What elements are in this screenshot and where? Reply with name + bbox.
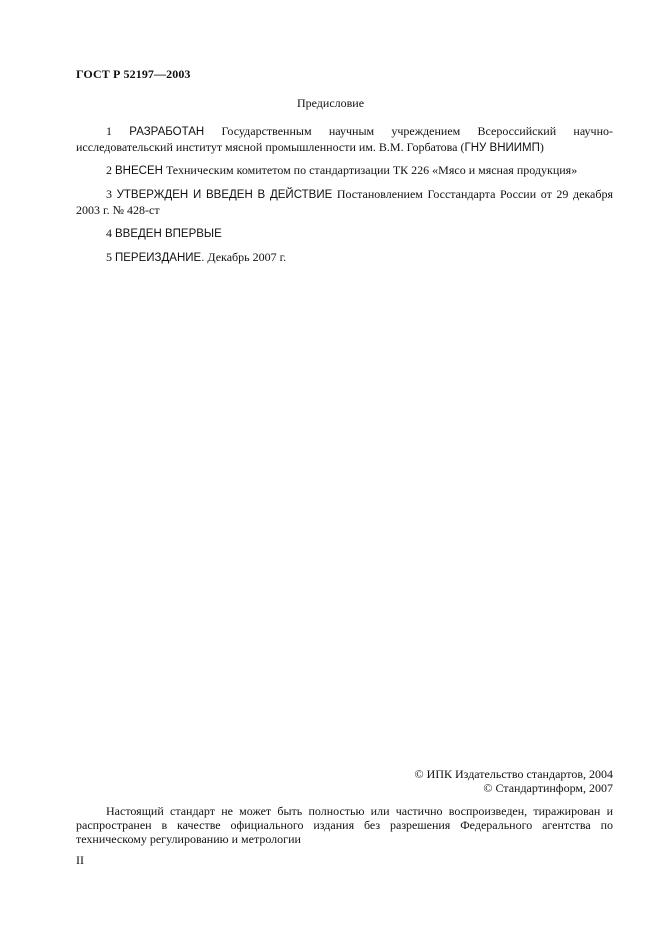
copyright-standartinform: © Стандартинформ, 2007 [483,781,613,795]
item-lead: УТВЕРЖДЕН И ВВЕДЕН В ДЕЙСТВИЕ [116,189,333,201]
preface-item-2 [76,163,613,179]
item-number: 3 [106,187,112,201]
preface-title: Предисловие [296,96,365,110]
item-number: 5 [106,250,112,264]
preface-item-5 [76,250,613,266]
item-text: Постановлением Госстандарта России от 29 декабря 2003 г. № 428-ст [76,187,613,217]
item-lead: РАЗРАБОТАН [129,126,205,138]
item-lead: ВНЕСЕН [115,165,163,177]
page-number: II [76,853,84,867]
reproduction-notice: Настоящий стандарт не может быть полностью или частично воспроизведен, тиражирован и распространен в качестве официального издания без разрешения Федерального агентства по техническому регулированию и метрологии [76,804,613,846]
standard-code-header: ГОСТ Р 52197—2003 [76,67,191,81]
item-number: 4 [106,226,112,240]
copyright-ipk: © ИПК Издательство стандартов, 2004 [414,767,613,781]
item-text: Техническим комитетом по стандартизации ТК 226 «Мясо и мясная продукция» [162,163,578,177]
item-number: 2 [106,163,112,177]
item-lead: ПЕРЕИЗДАНИЕ. [115,252,205,264]
item-text-end: ) [539,140,544,154]
item-number: 1 [106,124,112,138]
preface-item-1 [76,124,613,156]
preface-item-3 [76,187,613,218]
item-text: Государственным научным учреждением Всероссийский научно-исследовательский институт мясной промышленности им. В.М. Горбатова ( [76,124,614,154]
item-lead: ВВЕДЕН ВПЕРВЫЕ [115,228,222,240]
item-text: Декабрь 2007 г. [204,250,287,264]
item-abbreviation: ГНУ ВНИИМП [464,142,540,154]
preface-item-4 [76,226,613,242]
